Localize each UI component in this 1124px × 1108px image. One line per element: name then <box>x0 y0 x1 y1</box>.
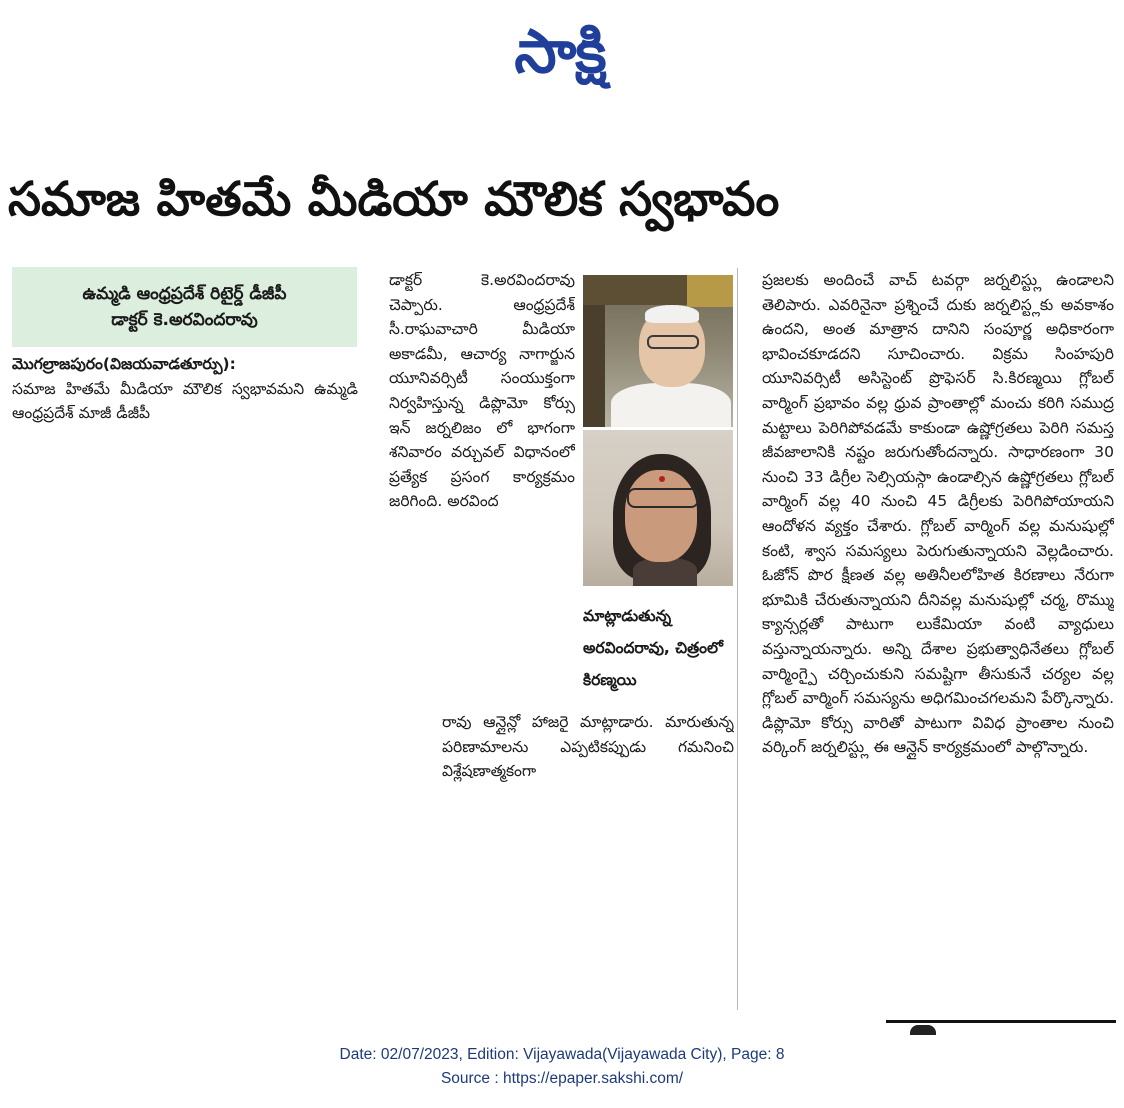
adjacent-article-edge <box>886 1020 1116 1035</box>
byline-line-2: డాక్టర్ కె.అరవిందరావు <box>111 310 258 330</box>
footer-edition-info: Date: 02/07/2023, Edition: Vijayawada(Vijayawada City), Page: 8 <box>339 1046 785 1063</box>
photo-garment <box>633 558 697 586</box>
article-column-3 <box>442 710 734 800</box>
article-text-1: సమాజ హితమే మీడియా మౌలిక స్వభావమని ఉమ్మడి ఆంధ్రప్రదేశ్ మాజీ డీజీపీ <box>12 379 358 423</box>
photo-shirt <box>611 383 731 427</box>
photo-bindi <box>659 476 665 482</box>
footer-source: Source : https://epaper.sakshi.com/ <box>440 1070 684 1087</box>
adjacent-article-glyph <box>910 1025 936 1035</box>
photo-caption: మాట్లాడుతున్న అరవిందరావు, చిత్రంలో కిరణ్మయి <box>583 607 723 689</box>
article-column-4 <box>762 268 1114 1014</box>
article-column-1 <box>12 352 358 432</box>
dateline: మొగల్రాజపురం(విజయవాడతూర్పు): <box>12 355 236 373</box>
byline-box <box>12 267 357 347</box>
photo-background-frame <box>687 275 733 307</box>
sakshi-logo <box>455 18 665 100</box>
column-divider <box>737 268 738 1010</box>
article-headline: సమాజ హితమే మీడియా మౌలిక స్వభావం <box>8 172 780 227</box>
photo-face <box>625 470 697 562</box>
photo-kiranmayi <box>583 430 733 586</box>
byline-line-1: ఉమ్మడి ఆంధ్రప్రదేశ్ రిటైర్డ్ డీజీపీ <box>82 284 287 304</box>
article-text-2: డాక్టర్ కె.అరవిందరావు చెప్పారు. ఆంధ్రప్రదేశ్ సీ.రాఘవాచారి మీడియా అకాడమీ, ఆచార్య నాగార్జున యూనివర్సిటీ సంయుక్తంగా నిర్వహిస్తున్న డిప్లొమో కోర్సు ఇన్ జర్నలిజం లో భాగంగా శనివారం వర్చువల్ విధానంలో ప్రత్యేక ప్రసంగ కార్యక్రమం జరిగింది. అరవింద <box>389 271 575 511</box>
photo-background-cabinet <box>583 305 605 427</box>
photo-glasses <box>627 488 699 508</box>
logo-text: సాక్షి <box>514 17 606 87</box>
photo-glasses <box>647 335 699 349</box>
article-text-3: రావు ఆన్లైన్లో హాజరై మాట్లాడారు. మారుతున్న పరిణామాలను ఎప్పటికప్పుడు గమనించి విశ్లేషణాత్మకంగా <box>442 713 734 781</box>
photo-hair <box>645 305 699 323</box>
article-text-4: ప్రజలకు అందించే వాచ్ టవర్గా జర్నలిస్ట్లు ఉండాలని తెలిపారు. ఎవరినైనా ప్రశ్నించే దుకు జర్నలిస్ట్లకు అవకాశం ఉందని, అంత మాత్రాన దానిని సంపూర్ణ అధికారంగా భావించకూడదని సూచించారు. విక్రమ సింహపురి యూనివర్సిటీ అసిస్టెంట్ ప్రొఫెసర్ సి.కిరణ్మయి గ్లోబల్ వార్మింగ్ ప్రభావం వల్ల ధ్రువ ప్రాంతాల్లో మంచు కరిగి సముద్ర మట్టాలు పెరిగిపోవడమే కాకుండా ఉష్ణోగ్రతలు పెరిగి సమస్త జీవజాలానికి నష్టం జరుగుతోందన్నారు. సాధారణంగా 30 నుంచి 33 డిగ్రీల సెల్సియస్గా ఉండాల్సిన ఉష్ణోగ్రతలు గ్లోబల్ వార్మింగ్ వల్ల 40 నుంచి 45 డిగ్రీలకు పెరిగిపోయాయని ఆందోళన వ్యక్తం చేశారు. గ్లోబల్ వార్మింగ్ వల్ల మనుషుల్లో కంటి, శ్వాస సమస్యలు పెరుగుతున్నాయని వెల్లడించారు. ఓజోన్ పొర క్షీణత వల్ల అతినీలలోహిత కిరణాలు నేరుగా భూమికి చేరుతున్నాయని దీనివల్ల మనుషుల్లో చర్మ, రొమ్ము క్యాన్సర్లతో పాటుగా లుకేమియా వంటి వ్యాధులు వస్తున్నాయన్నారు. అన్ని దేశాల ప్రభుత్వాధినేతలు గ్లోబల్ వార్మింగ్పై చర్చించుకుని సమష్టిగా తీసుకునే చర్యల వల్ల గ్లోబల్ వార్మింగ్ సమస్యను అధిగమించగలమని పేర్కొన్నారు. డిప్లొమో కోర్సు వారితో పాటుగా వివిధ ప్రాంతాల నుంచి వర్కింగ్ జర్నలిస్ట్లు ఈ ఆన్లైన్ కార్యక్రమంలో పాల్గొన్నారు. <box>762 271 1114 757</box>
photo-aravinda-rao <box>583 275 733 427</box>
article-column-2 <box>389 268 575 704</box>
footer <box>0 1043 1124 1091</box>
